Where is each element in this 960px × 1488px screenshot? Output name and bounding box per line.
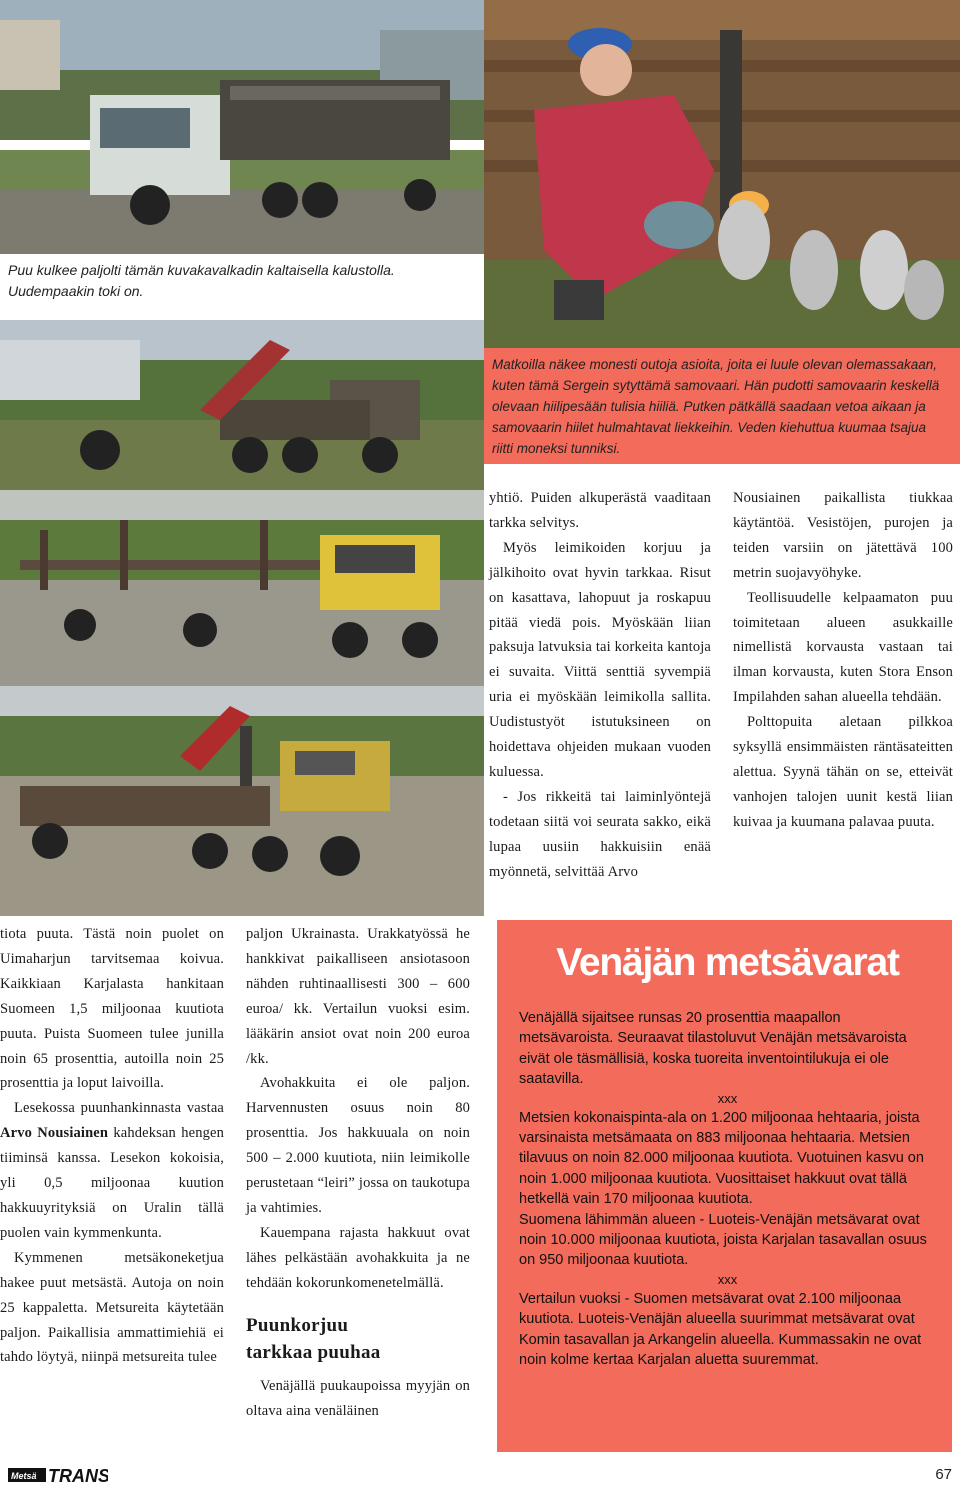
factbox-title: Venäjän metsävarat <box>556 941 899 984</box>
text-span: kahdeksan hengen tiiminsä kanssa. Lesekon kokoisia, yli 0,5 miljoonaa kuution hakkuuyrityksiä on Uralin tällä puolen vain kymmenkunta. <box>0 1125 224 1241</box>
article-column-left <box>0 922 224 1370</box>
text-span: Lesekossa puunhankinnasta vastaa <box>14 1100 224 1117</box>
subheading-line: tarkkaa puuhaa <box>246 1341 381 1363</box>
logo-word-trans: TRANS <box>48 1466 108 1486</box>
section-subheading <box>246 1312 470 1366</box>
photo-logging-truck-road <box>0 0 484 254</box>
metsatrans-logo <box>8 1464 108 1486</box>
paragraph: Polttopuita aletaan pilkkoa syksyllä ensimmäisten räntäsateitten alettua. Syynä tähän on se, etteivät vanhojen talojen uunit kestä liian kuivaa ja kuumana palavaa puuta. <box>733 714 953 830</box>
article-column-right-1 <box>489 486 711 885</box>
paragraph: Kauempana rajasta hakkuut ovat lähes pelkästään avohakkuita ja ne tehdään kokorunkomenetelmällä. <box>246 1224 470 1291</box>
factbox-paragraph: Vertailun vuoksi - Suomen metsävarat ovat 2.100 miljoonaa kuutiota. Luoteis-Venäjän alueella suurimmat metsävarat ovat Komin tasavallan ja Arkangelin alueella. Kummassakin ne ovat noin kolme kertaa Karjalan aluetta suuremmat. <box>519 1290 922 1369</box>
paragraph: Teollisuudelle kelpaamaton puu toimitetaan alueen asukkaille nimellistä korvausta vastaan tai ilman korvausta, kuten Stora Enson Impilahden sahan alueella tehdään. <box>733 589 953 706</box>
subheading-line: Puunkorjuu <box>246 1314 349 1336</box>
photo-samovar-man <box>484 0 960 348</box>
page-number: 67 <box>935 1466 952 1483</box>
logo-word-metsa: Metsä <box>11 1471 37 1481</box>
caption-trucks: Puu kulkee paljolti tämän kuvakavalkadin kaltaisella kalustolla. Uudempaakin toki on. <box>0 254 484 320</box>
paragraph: tiota puuta. Tästä noin puolet on Uimaharjun tarvitsemaa koivua. Kaikkiaan Karjalasta hankitaan Suomeen 1,5 miljoonaa kuutiota puuta. Puista Suomeen tulee junilla noin 65 prosenttia, autoilla noin 25 prosenttia ja loput laivoilla. <box>0 926 224 1092</box>
factbox-separator: xxx <box>717 1271 738 1287</box>
paragraph: Kymmenen metsäkoneketjua hakee puut metsästä. Autoja on noin 25 kappaletta. Metsureita käytetään paljon. Paikallisia ammattimiehiä ei tahdo löytyä, niinpä metsureita tulee <box>0 1249 224 1366</box>
factbox-paragraph: Venäjällä sijaitsee runsas 20 prosenttia maapallon metsävaroista. Seuraavat tilastoluvut Venäjän metsävaroista eivät ole täsmällisiä, koska tuoreita inventointilukuja ei ole saatavilla. <box>519 1010 907 1088</box>
paragraph: - Jos rikkeitä tai laiminlyöntejä todetaan siitä voi seurata sakko, eikä lupaa uusiin hakkuisiin enää myönnetä, selvittää Arvo <box>489 788 711 880</box>
photo-rusty-crane-truck <box>0 686 484 916</box>
paragraph <box>0 1096 224 1245</box>
paragraph: paljon Ukrainasta. Urakkatyössä he hankkivat paikalliseen ansiotasoon nähden ruhtinaallisesti 300 – 600 euroa/ kk. Vertailun vuoksi esim. lääkärin ansiot ovat noin 200 euroa /kk. <box>246 926 470 1067</box>
factbox-paragraph: Suomena lähimmän alueen - Luoteis-Venäjän metsävarat ovat noin 10.000 miljoonaa kuutiota, joista Karjalan tasavallan osuus on 950 miljoonaa kuutiota. <box>519 1211 927 1269</box>
article-column-right-2 <box>733 486 953 835</box>
paragraph: Myös leimikoiden korjuu ja jälkihoito ovat hyvin tarkkaa. Risut on kasattava, lahopuut ja roskapuu pitää viedä pois. Myöskään liian paksuja latvuksia tai korkeita kantoja ei suvaita. Viittä senttiä syvempiä uria ei myöskään leimikolla sallita. Uudistustyöt istutuksineen on hoidettava ohjeiden mukaan vuoden kuluessa. <box>489 539 711 780</box>
paragraph: Venäjällä puukaupoissa myyjän on oltava aina venäläinen <box>246 1377 470 1419</box>
factbox-separator: xxx <box>717 1090 738 1106</box>
person-name: Arvo Nousiainen <box>0 1125 109 1142</box>
photo-crane-truck-field <box>0 320 484 490</box>
factbox-russian-forest-resources <box>497 920 952 1452</box>
article-column-middle <box>246 922 470 1423</box>
factbox-paragraph: Metsien kokonaispinta-ala on 1.200 miljoonaa hehtaaria, joista varsinaista metsämaata on 883 miljoonaa hehtaaria. Metsien tilavuus on noin 82.000 miljoonaa kuutiota. Vuotuinen kasvu on noin 1.000 miljoonaa kuutiota. Vuosittaiset hakkuut ovat tällä hetkellä vain 170 miljoonaa kuutiota. <box>519 1109 924 1208</box>
photo-yellow-timber-truck <box>0 490 484 686</box>
paragraph: Avohakkuita ei ole paljon. Harvennusten osuus noin 80 prosenttia. Jos hakkuuala on noin 500 – 2.000 kuutiota, niin leimikolle perustetaan “leiri” jossa on taukotupa ja vahtimies. <box>246 1075 470 1216</box>
paragraph: Nousiainen paikallista tiukkaa käytäntöä. Vesistöjen, purojen ja teiden varsiin on jätettävä 100 metrin suojavyöhyke. <box>733 490 953 581</box>
caption-samovar: Matkoilla näkee monesti outoja asioita, joita ei luule olevan olemassakaan, kuten tämä Sergein sytyttämä samovaari. Hän pudotti samovaarin keskellä olevaan hiilipesään tulisia hiiliä. Putken pätkällä saadaan vetoa aikaan ja samovaarin hiilet hulmahtavat liekkeihin. Veden kiehuttua kuumaa tsajua riitti moneksi tunniksi. <box>484 348 960 464</box>
paragraph: yhtiö. Puiden alkuperästä vaaditaan tarkka selvitys. <box>489 490 711 531</box>
